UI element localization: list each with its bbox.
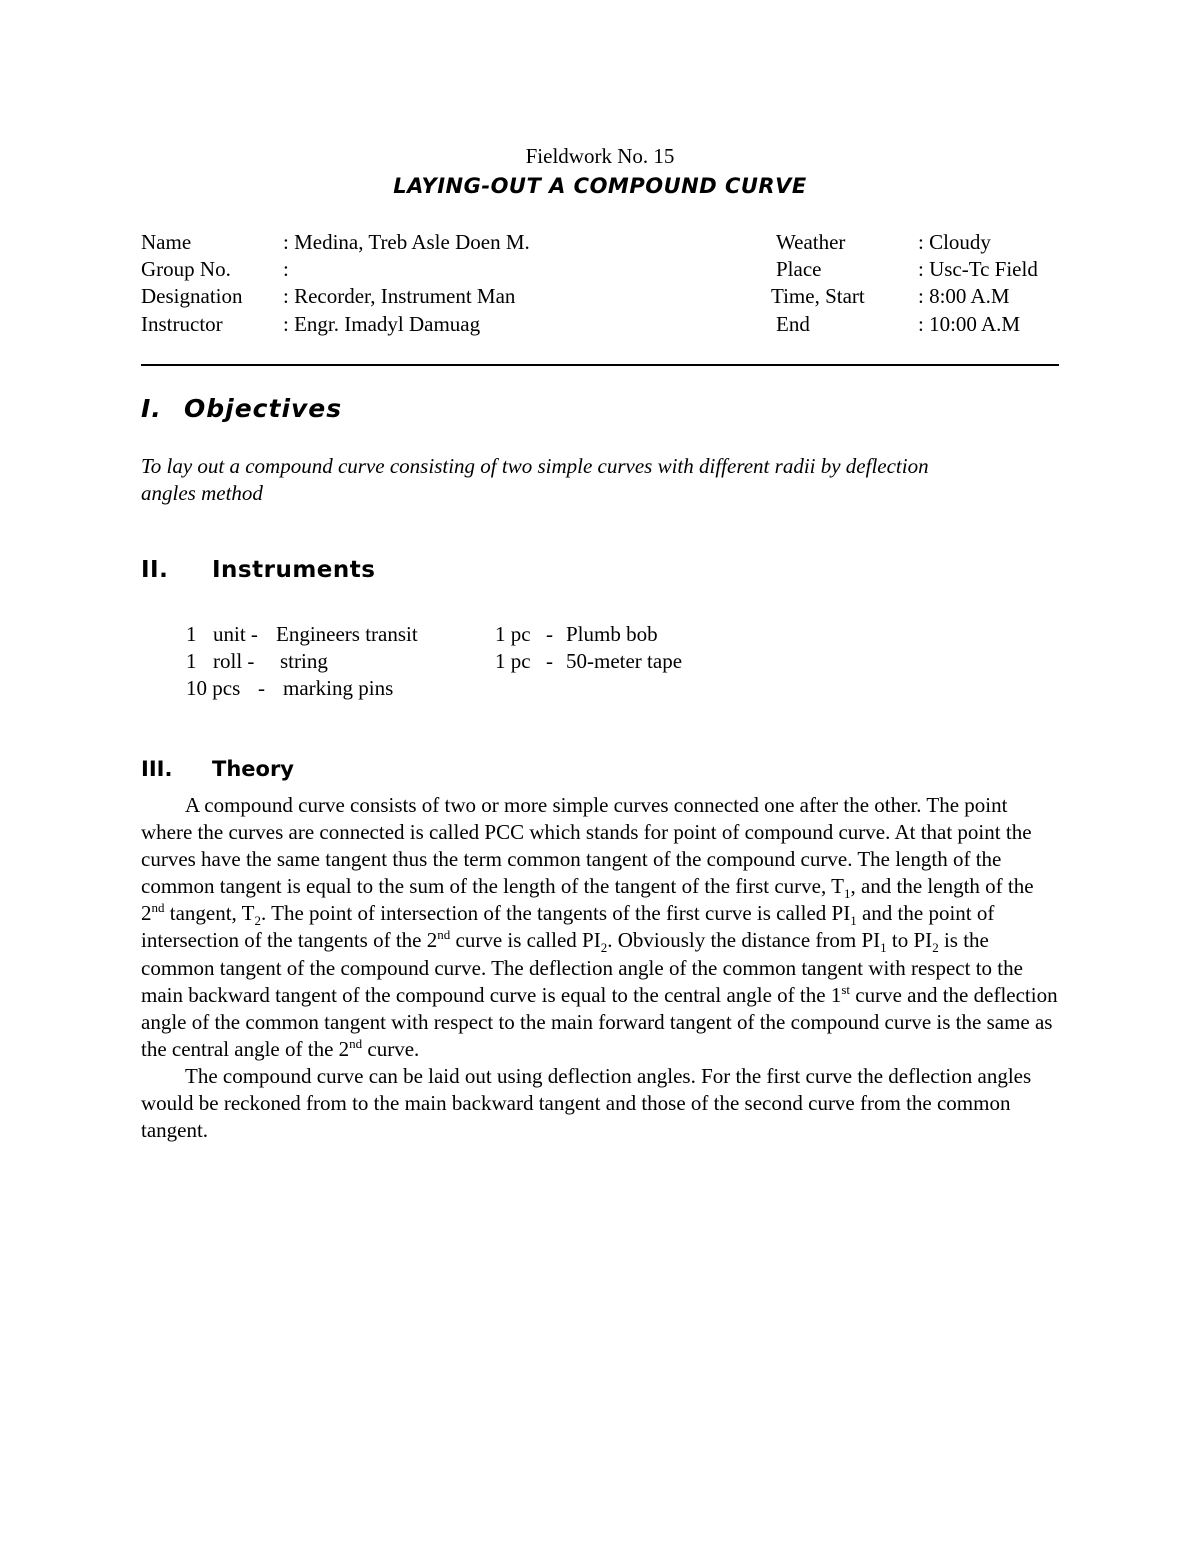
instrument-qty: 10 pcs bbox=[186, 676, 241, 700]
end-value: : 10:00 A.M bbox=[918, 312, 1021, 336]
weather-value: : Cloudy bbox=[918, 230, 991, 254]
instruments-number: II. bbox=[141, 557, 169, 583]
name-value: : Medina, Treb Asle Doen M. bbox=[283, 230, 530, 254]
designation-value: : Recorder, Instrument Man bbox=[283, 284, 516, 308]
header-divider bbox=[141, 364, 1059, 366]
instrument-unit: roll - bbox=[213, 649, 255, 673]
instructor-label: Instructor bbox=[141, 312, 223, 336]
end-label: End bbox=[776, 312, 810, 336]
objectives-heading: Objectives bbox=[184, 394, 343, 423]
document-title: LAYING-OUT A COMPOUND CURVE bbox=[393, 174, 807, 198]
theory-paragraph-1: A compound curve consists of two or more simple curves connected one after the other. The point where the curves are connected is called PCC which stands for point of compound curve. At that point the curves have the same tangent thus the term common tangent of the compound curve. The length of the common tangent is equal to the sum of the length of the tangent of the first curve, $T_1$, and the length of the 2nd tangent, $T_2$. The point of intersection of the tangents of the first curve is called $PI_1$ and the point of intersection of the tangents of the 2nd curve is called $PI_2$. Obviously the distance from $PI_1$ to $PI_2$ is the common tangent of the compound curve. The deflection angle of the common tangent with respect to the main backward tangent of the compound curve is equal to the central angle of the 1st curve and the deflection angle of the common tangent with respect to the main forward tangent of the compound curve is the same as the central angle of the 2nd curve. bbox=[141, 793, 1058, 1061]
weather-label: Weather bbox=[776, 230, 846, 254]
instrument-unit: - bbox=[546, 649, 553, 673]
instrument-unit: - bbox=[258, 676, 265, 700]
group-value: : bbox=[283, 257, 289, 281]
theory-paragraph-2: The compound curve can be laid out using deflection angles. For the first curve the deflection angles would be reckoned from to the main backward tangent and those of the second curve from the common tangent. bbox=[141, 1063, 1032, 1143]
objectives-text-line1: To lay out a compound curve consisting of two simple curves with different radii by deflection bbox=[141, 454, 929, 478]
group-label: Group No. bbox=[141, 257, 231, 281]
objectives-number: I. bbox=[141, 394, 162, 423]
theory-body bbox=[141, 792, 1061, 1144]
instrument-item: marking pins bbox=[283, 676, 394, 700]
time-start-label: Time, Start bbox=[771, 284, 865, 308]
instrument-item: Engineers transit bbox=[276, 622, 418, 646]
document-subtitle: Fieldwork No. 15 bbox=[525, 144, 675, 168]
theory-number: III. bbox=[141, 757, 173, 781]
instrument-item: string bbox=[280, 649, 328, 673]
theory-heading: Theory bbox=[212, 757, 294, 781]
instrument-qty: 1 bbox=[186, 622, 197, 646]
objectives-text-line2: angles method bbox=[141, 481, 263, 505]
instrument-qty: 1 pc bbox=[495, 649, 531, 673]
time-start-value: : 8:00 A.M bbox=[918, 284, 1010, 308]
instrument-item: Plumb bob bbox=[566, 622, 658, 646]
instrument-unit: - bbox=[546, 622, 553, 646]
instruments-heading: Instruments bbox=[212, 557, 376, 583]
instrument-unit: unit - bbox=[213, 622, 258, 646]
place-label: Place bbox=[776, 257, 822, 281]
instructor-value: : Engr. Imadyl Damuag bbox=[283, 312, 481, 336]
name-label: Name bbox=[141, 230, 192, 254]
place-value: : Usc-Tc Field bbox=[918, 257, 1038, 281]
designation-label: Designation bbox=[141, 284, 243, 308]
instrument-qty: 1 bbox=[186, 649, 197, 673]
instrument-item: 50-meter tape bbox=[566, 649, 683, 673]
instrument-qty: 1 pc bbox=[495, 622, 531, 646]
